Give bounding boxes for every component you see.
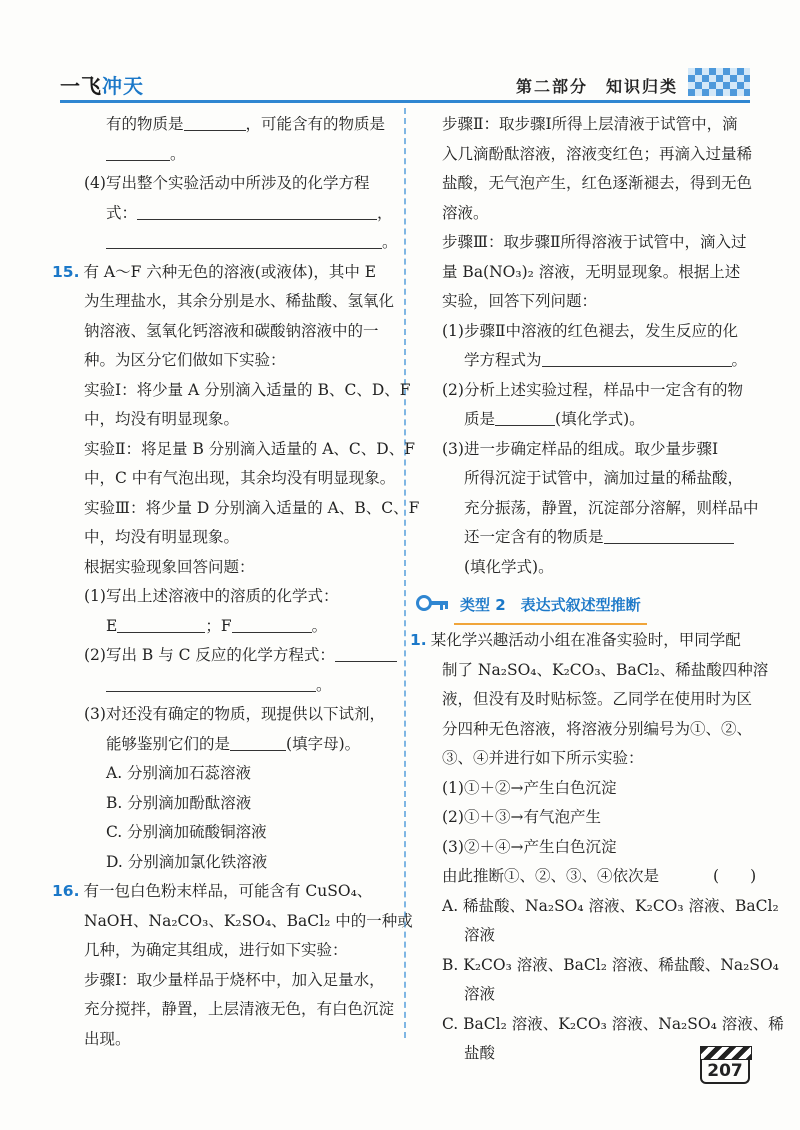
text-line: ③、④并进行如下所示实验： xyxy=(442,749,644,767)
text-line: (4)写出整个实验活动中所涉及的化学方程 xyxy=(84,174,370,192)
clapper-stripe xyxy=(700,1046,752,1060)
answer-blank[interactable] xyxy=(335,643,397,662)
question-1: 1. 某化学兴趣活动小组在准备实验时，甲同学配 xyxy=(410,631,741,649)
text-line: (填化学式)。 xyxy=(464,557,554,576)
key-icon xyxy=(416,590,450,616)
text-line: (2)①＋③→有气泡产生 xyxy=(442,808,601,826)
section-title: 第二部分 知识归类 xyxy=(515,77,678,96)
column-divider xyxy=(404,108,406,1038)
question-number: 16. xyxy=(52,882,80,900)
text-line: 根据实验现象回答问题： xyxy=(84,557,255,576)
text-line: 由此推断①、②、③、④依次是 ( ) xyxy=(442,867,757,885)
text-line: 充分搅拌，静置，上层清液无色，有白色沉淀 xyxy=(84,1000,395,1018)
choice-b-cont: 溶液 xyxy=(464,985,496,1003)
text-line: 液，但没有及时贴标签。乙同学在使用时为区 xyxy=(442,690,753,708)
text-line: 入几滴酚酞溶液，溶液变红色；再滴入过量稀 xyxy=(442,144,753,163)
header-rule xyxy=(60,100,750,103)
text-line: 所得沉淀于试管中，滴加过量的稀盐酸， xyxy=(464,469,744,487)
brand-logo xyxy=(60,70,144,99)
brand-sub: 冲天 xyxy=(102,74,144,98)
text-line: (2)分析上述实验过程，样品中一定含有的物 xyxy=(442,380,743,399)
answer-blank[interactable] xyxy=(106,673,316,692)
answer-blank[interactable] xyxy=(117,614,205,633)
page-header xyxy=(60,66,750,100)
answer-blank[interactable] xyxy=(137,201,377,220)
text-line: (3)进一步确定样品的组成。取少量步骤Ⅰ xyxy=(442,439,719,458)
text-line: 盐酸，无气泡产生，红色逐渐褪去，得到无色 xyxy=(442,174,753,192)
text-line: (3)②＋④→产生白色沉淀 xyxy=(442,837,617,856)
text-line: 步骤Ⅱ：取步骤Ⅰ所得上层清液于试管中，滴 xyxy=(442,115,738,133)
text-line: (1)①＋②→产生白色沉淀 xyxy=(442,778,617,797)
question-16: 16. 有一包白色粉末样品，可能含有 CuSO₄、 xyxy=(52,882,373,900)
text-line: 学方程式为 。 xyxy=(420,346,750,376)
type-label: 类型 2 表达式叙述型推断 xyxy=(454,591,647,625)
text-line: 充分振荡，静置，沉淀部分溶解，则样品中 xyxy=(464,498,759,517)
text-line: 能够鉴别它们的是 (填字母)。 xyxy=(62,730,397,760)
text-line: (1)写出上述溶液中的溶质的化学式： xyxy=(84,587,339,605)
answer-blank[interactable] xyxy=(542,348,732,367)
question-number: 1. xyxy=(410,631,427,649)
text-line: 。 xyxy=(62,228,397,258)
choice-c-cont: 盐酸 xyxy=(464,1044,496,1062)
answer-blank[interactable] xyxy=(495,407,555,426)
brand-main: 一飞 xyxy=(60,74,102,98)
option-d[interactable]: D. 分别滴加氯化铁溶液 xyxy=(106,852,268,871)
text-line: (3)对还没有确定的物质，现提供以下试剂， xyxy=(84,705,385,723)
page-number-badge xyxy=(700,1046,752,1086)
text-line: 中，C 中有气泡出现，其余均没有明显现象。 xyxy=(84,469,396,487)
choice-a[interactable]: A. 稀盐酸、Na₂SO₄ 溶液、K₂CO₃ 溶液、BaCl₂ xyxy=(442,896,779,915)
left-column xyxy=(52,110,420,1054)
text-line: 式： ， xyxy=(62,199,397,229)
answer-blank[interactable] xyxy=(232,614,312,633)
text-line: 几种，为确定其组成，进行如下实验： xyxy=(84,941,348,959)
option-b[interactable]: B. 分别滴加酚酞溶液 xyxy=(106,793,252,812)
answer-blank[interactable] xyxy=(106,142,170,161)
text-line: 种。为区分它们做如下实验： xyxy=(84,351,286,369)
answer-blank[interactable] xyxy=(184,112,246,131)
text-line: (1)步骤Ⅱ中溶液的红色褪去，发生反应的化 xyxy=(442,321,738,340)
text-line: 实验，回答下列问题： xyxy=(442,292,598,310)
right-column xyxy=(410,110,784,1069)
text-line: 步骤Ⅰ：取少量样品于烧杯中，加入足量水， xyxy=(84,970,385,989)
text-line: 中，均没有明显现象。 xyxy=(84,528,240,546)
choice-c[interactable]: C. BaCl₂ 溶液、K₂CO₃ 溶液、Na₂SO₄ 溶液、稀 xyxy=(442,1014,784,1033)
text-line: NaOH、Na₂CO₃、K₂SO₄、BaCl₂ 中的一种或 xyxy=(84,911,413,930)
checker-decoration xyxy=(688,68,750,96)
answer-blank[interactable] xyxy=(230,732,286,751)
text-line: 质是 (填化学式)。 xyxy=(420,405,750,435)
text-line: (2)写出 B 与 C 反应的化学方程式： xyxy=(62,641,397,671)
text-line: 量 Ba(NO₃)₂ 溶液，无明显现象。根据上述 xyxy=(442,262,741,281)
text-line: 。 xyxy=(62,671,397,701)
text-line: 实验Ⅱ：将足量 B 分别滴入适量的 A、C、D、F xyxy=(84,439,415,458)
page-number: 207 xyxy=(700,1060,750,1084)
text-line: E ；F 。 xyxy=(62,612,397,642)
text-line: 实验Ⅲ：将少量 D 分别滴入适量的 A、B、C、F xyxy=(84,498,420,517)
text-line: 溶液。 xyxy=(442,203,489,222)
text-line: 还一定含有的物质是 xyxy=(420,523,750,553)
option-c[interactable]: C. 分别滴加硫酸铜溶液 xyxy=(106,823,267,841)
text-line: 。 xyxy=(62,140,397,170)
question-number: 15. xyxy=(52,262,80,281)
choice-b[interactable]: B. K₂CO₃ 溶液、BaCl₂ 溶液、稀盐酸、Na₂SO₄ xyxy=(442,955,779,974)
text-line: 实验Ⅰ：将少量 A 分别滴入适量的 B、C、D、F xyxy=(84,380,411,399)
answer-paren[interactable]: ( ) xyxy=(713,867,757,885)
type-heading xyxy=(420,588,750,622)
answer-blank[interactable] xyxy=(106,230,382,249)
text-line: 制了 Na₂SO₄、K₂CO₃、BaCl₂、稀盐酸四种溶 xyxy=(442,660,769,679)
option-a[interactable]: A. 分别滴加石蕊溶液 xyxy=(106,764,252,782)
text-line: 步骤Ⅲ：取步骤Ⅱ所得溶液于试管中，滴入过 xyxy=(442,233,747,251)
text-line: 出现。 xyxy=(84,1029,131,1048)
text-line: 有的物质是 ，可能含有的物质是 xyxy=(62,110,397,140)
text-line: 分四种无色溶液，将溶液分别编号为①、②、 xyxy=(442,719,753,738)
question-15: 15. 有 A～F 六种无色的溶液(或液体)，其中 E xyxy=(52,262,377,281)
answer-blank[interactable] xyxy=(604,525,734,544)
choice-a-cont: 溶液 xyxy=(464,926,496,944)
text-line: 中，均没有明显现象。 xyxy=(84,410,240,428)
text-line: 为生理盐水，其余分别是水、稀盐酸、氢氧化 xyxy=(84,292,395,310)
text-line: 钠溶液、氢氧化钙溶液和碳酸钠溶液中的一 xyxy=(84,321,379,340)
